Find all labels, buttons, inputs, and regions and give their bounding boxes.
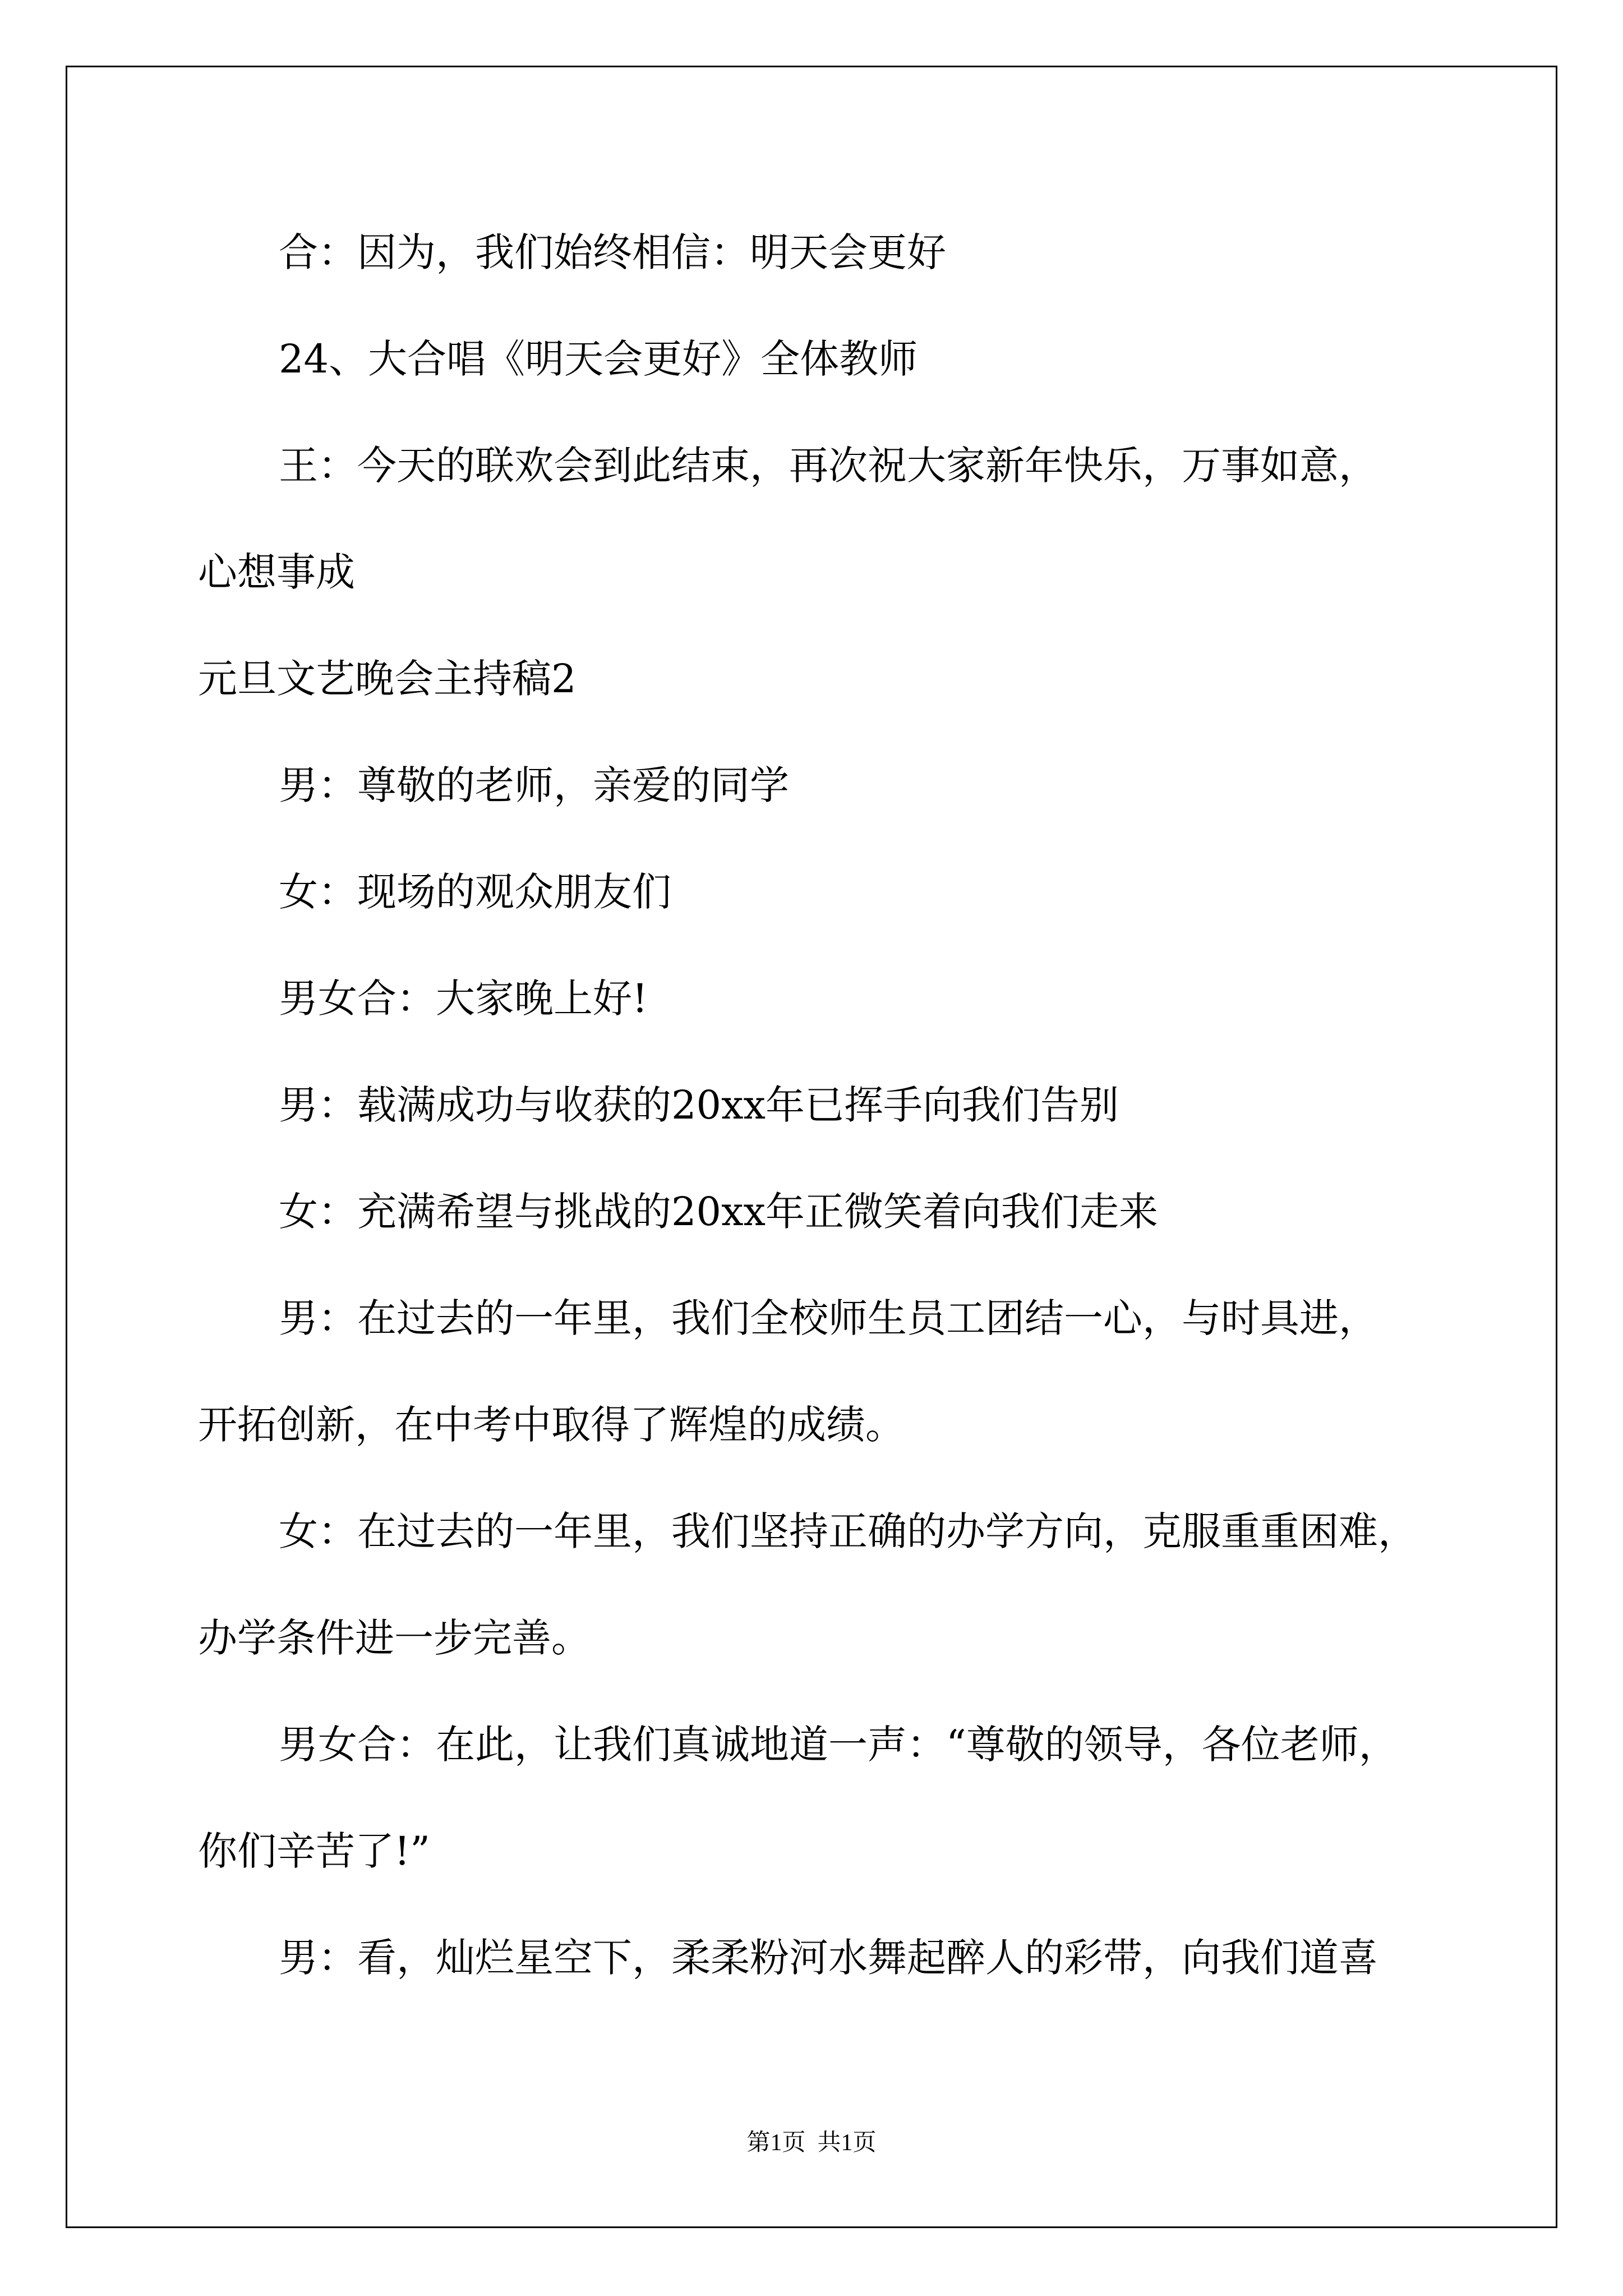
- text-line: 合：因为，我们始终相信：明天会更好: [279, 229, 946, 275]
- text-line: 男：在过去的一年里，我们全校师生员工团结一心，与时具进，: [279, 1295, 1378, 1341]
- text-line: 你们辛苦了!”: [198, 1828, 430, 1874]
- text-line: 心想事成: [198, 549, 355, 595]
- text-line: 男女合：在此，让我们真诚地道一声：“尊敬的领导，各位老师，: [279, 1722, 1398, 1768]
- text-line: 男：尊敬的老师，亲爱的同学: [279, 762, 789, 808]
- text-line: 女：充满希望与挑战的20xx年正微笑着向我们走来: [279, 1189, 1159, 1235]
- text-line: 24、大合唱《明天会更好》全体教师: [279, 336, 918, 382]
- text-line: 女：在过去的一年里，我们坚持正确的办学方向，克服重重困难，: [279, 1508, 1417, 1554]
- text-line: 女：现场的观众朋友们: [279, 869, 671, 915]
- section-heading: 元旦文艺晚会主持稿2: [198, 656, 577, 702]
- text-line: 男：看，灿烂星空下，柔柔粉河水舞起醉人的彩带，向我们道喜: [279, 1935, 1378, 1981]
- page-number-footer: 第1页 共1页: [746, 2130, 877, 2156]
- page-border: [66, 66, 1557, 2228]
- text-line: 男：载满成功与收获的20xx年已挥手向我们告别: [279, 1082, 1119, 1128]
- text-line: 办学条件进一步完善。: [198, 1615, 591, 1661]
- text-line: 男女合：大家晚上好!: [279, 976, 648, 1022]
- text-line: 王：今天的联欢会到此结束，再次祝大家新年快乐，万事如意，: [279, 443, 1378, 489]
- text-line: 开拓创新，在中考中取得了辉煌的成绩。: [198, 1402, 905, 1448]
